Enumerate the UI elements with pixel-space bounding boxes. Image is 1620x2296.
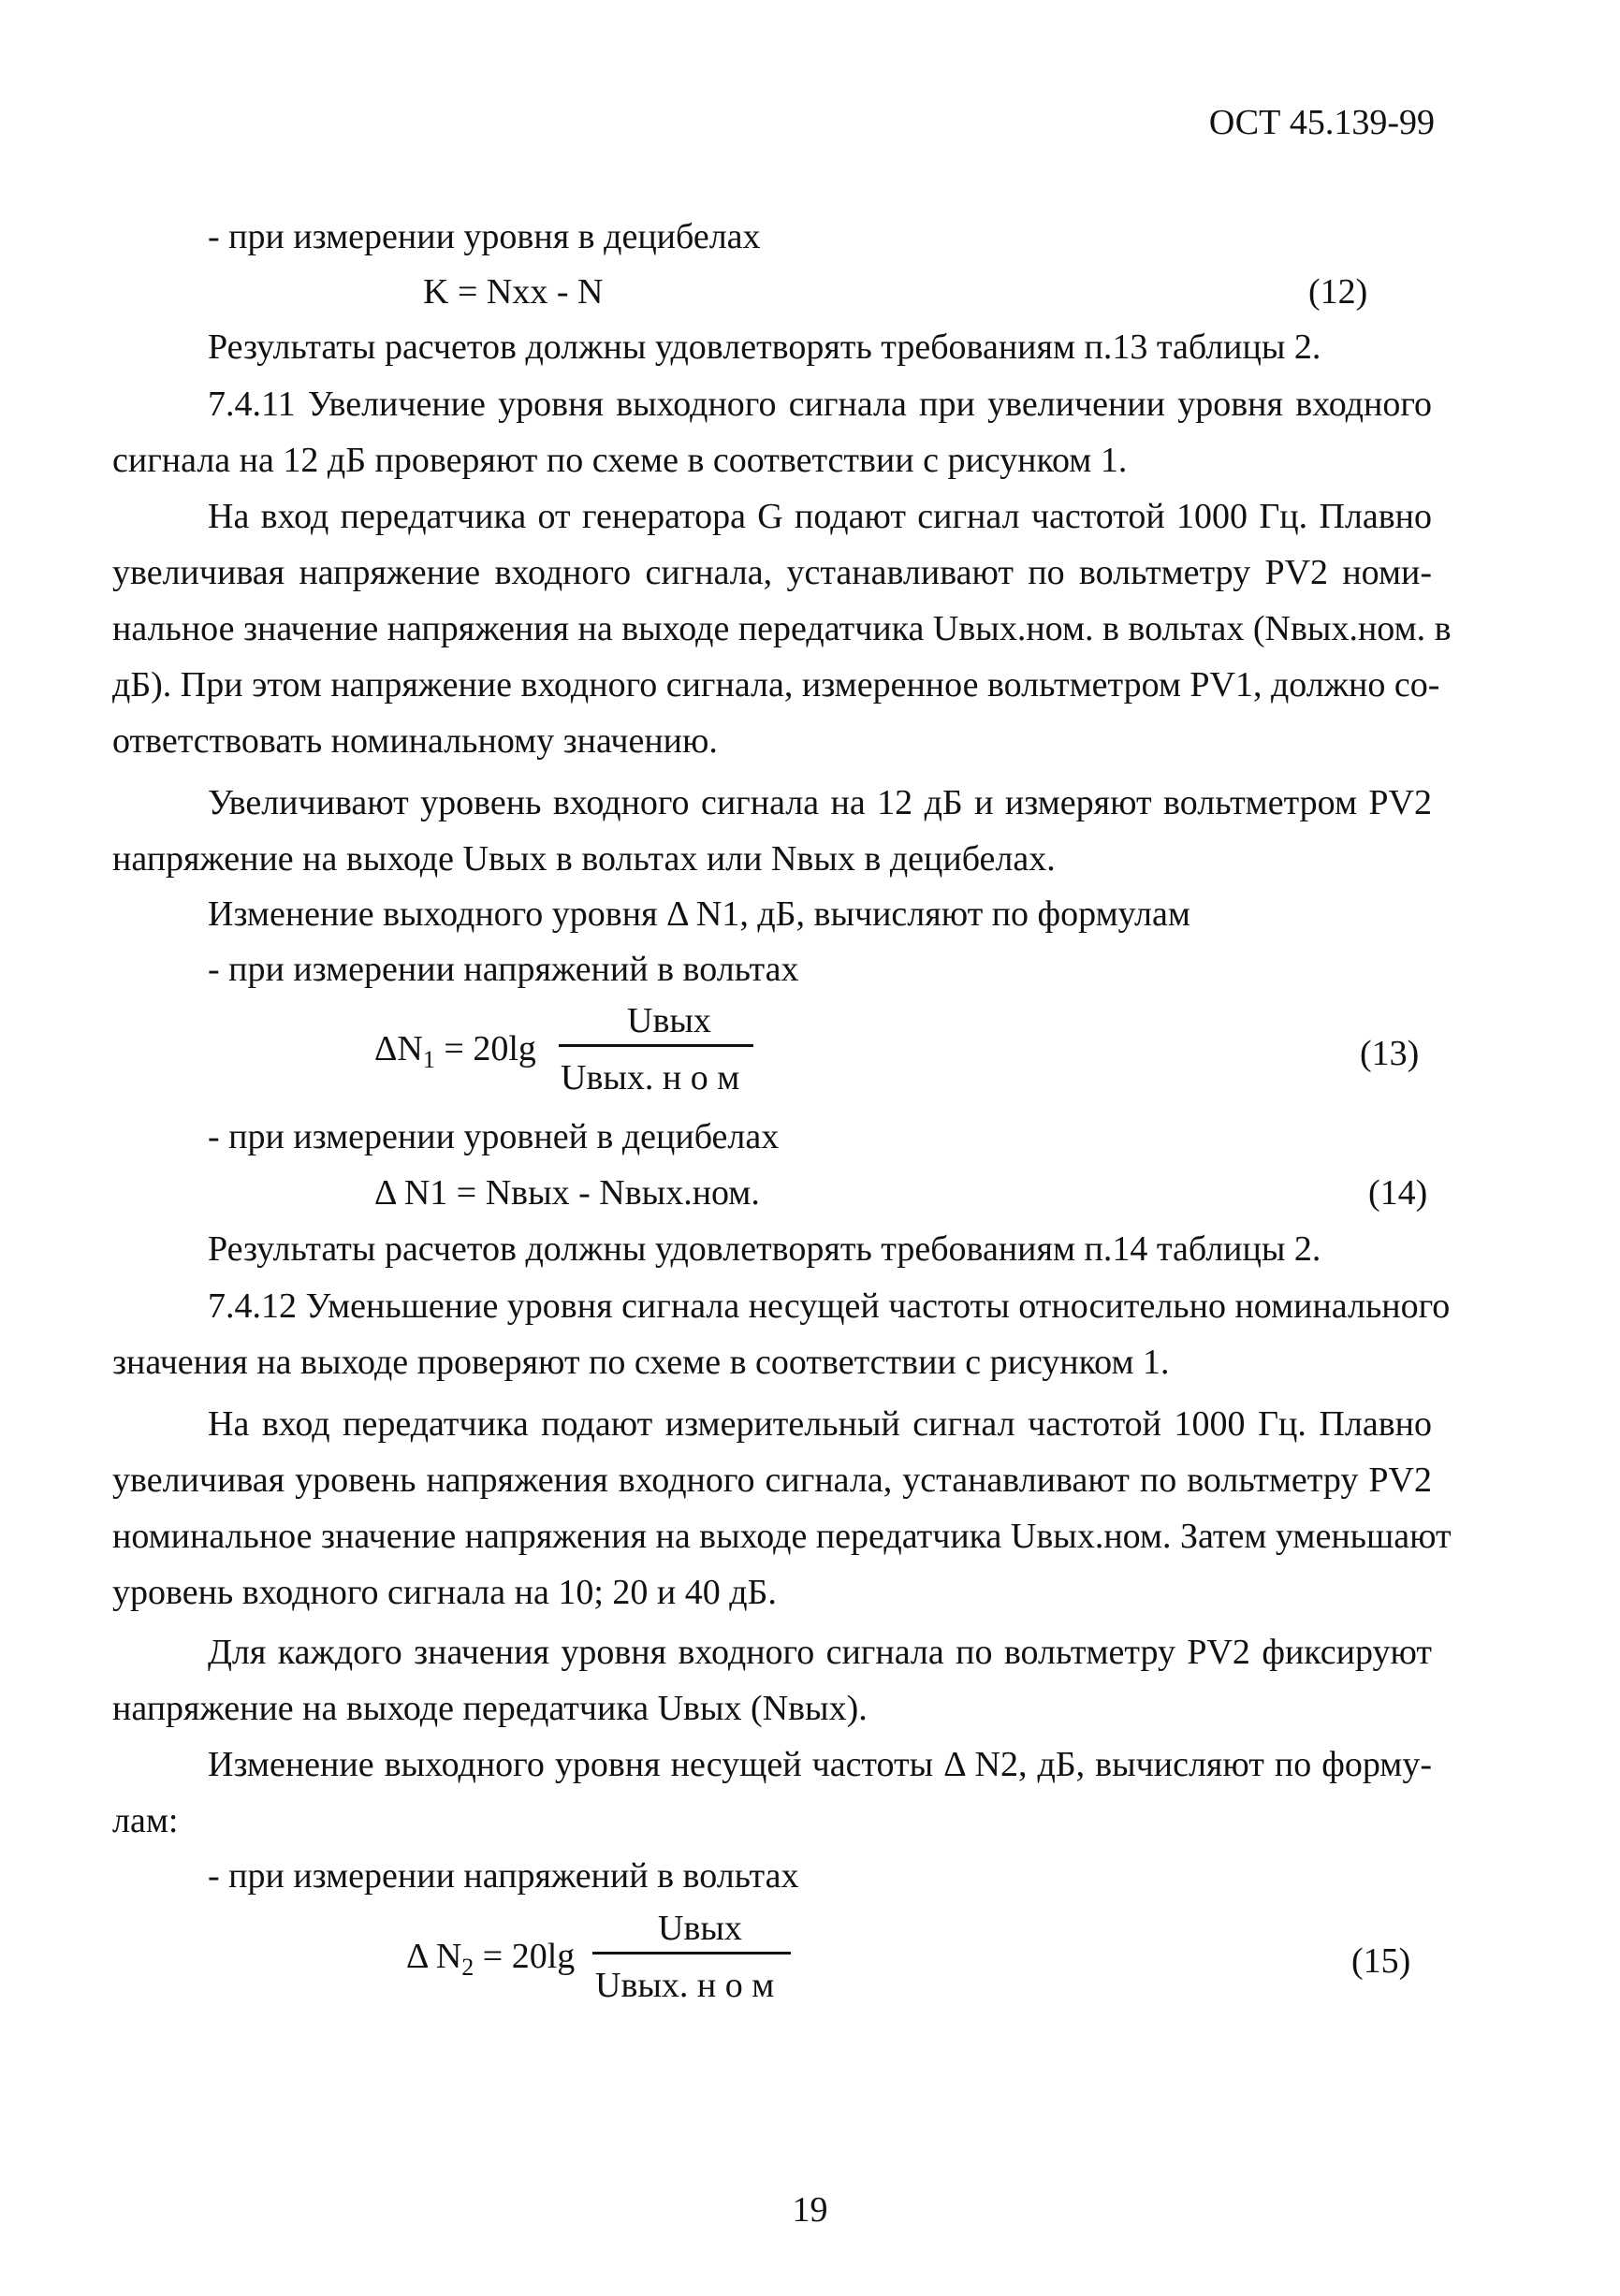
clause-7-4-11-line-1: 7.4.11 Увеличение уровня выходного сигнала при увеличении уровня входного [208,385,1432,424]
paragraph-line: напряжение на выходе передатчика Uвых (Nвых). [112,1689,868,1728]
paragraph-line: уровень входного сигнала на 10; 20 и 40 дБ. [112,1573,777,1612]
paragraph-line: Изменение выходного уровня несущей частоты Δ N2, дБ, вычисляют по форму- [208,1745,1432,1784]
equation-15-numerator: Uвых [658,1909,742,1948]
paragraph-line: Увеличивают уровень входного сигнала на 12 дБ и измеряют вольтметром PV2 [208,783,1432,822]
clause-7-4-12-line-1: 7.4.12 Уменьшение уровня сигнала несущей частоты относительно номинального [208,1286,1451,1326]
paragraph-line: нальное значение напряжения на выходе передатчика Uвых.ном. в вольтах (Nвых.ном. в [112,609,1452,648]
equation-15-denominator: Uвых. н о м [595,1966,775,2005]
text-line: Изменение выходного уровня Δ N1, дБ, вычисляют по формулам [208,894,1190,934]
clause-7-4-11-line-2: сигнала на 12 дБ проверяют по схеме в соответствии с рисунком 1. [112,441,1128,480]
equation-12: K = Nxx - N [423,272,604,312]
paragraph-line: ответствовать номинальному значению. [112,721,718,761]
equation-13-lhs: $\Delta N_1 = 20\lg$ [374,1029,536,1073]
equation-13-denominator: Uвых. н о м [561,1058,740,1097]
text-line: Результаты расчетов должны удовлетворять требованиям п.13 таблицы 2. [208,327,1321,367]
text-line: - при измерении напряжений в вольтах [208,950,799,989]
equation-13-numerator: Uвых [627,1001,711,1040]
paragraph-line: На вход передатчика подают измерительный сигнал частотой 1000 Гц. Плавно [208,1404,1432,1444]
equation-14: Δ N1 = Nвых - Nвых.ном. [374,1173,760,1213]
text-line: Результаты расчетов должны удовлетворять требованиям п.14 таблицы 2. [208,1229,1321,1269]
document-code-header: ОСТ 45.139-99 [1208,103,1435,142]
paragraph-line: На вход передатчика от генератора G подают сигнал частотой 1000 Гц. Плавно [208,497,1432,536]
paragraph-line: номинальное значение напряжения на выходе передатчика Uвых.ном. Затем уменьшают [112,1517,1452,1556]
text-line: - при измерении уровней в децибелах [208,1117,780,1156]
paragraph-line: напряжение на выходе Uвых в вольтах или Nвых в децибелах. [112,839,1056,879]
fraction-bar [559,1044,753,1047]
equation-15-lhs: Δ $N_2 = 20\lg$ [406,1937,576,1981]
text-line: - при измерении уровня в децибелах [208,217,761,256]
paragraph-line: дБ). При этом напряжение входного сигнала, измеренное вольтметром PV1, должно со- [112,665,1440,705]
paragraph-line: Для каждого значения уровня входного сигнала по вольтметру PV2 фиксируют [208,1633,1432,1672]
paragraph-line: увеличивая уровень напряжения входного сигнала, устанавливают по вольтметру PV2 [112,1460,1432,1500]
equation-number-13: (13) [1360,1034,1420,1073]
fraction-bar [592,1952,791,1955]
equation-number-14: (14) [1368,1173,1428,1213]
paragraph-line: лам: [112,1801,179,1840]
page-number: 19 [792,2190,828,2230]
equation-number-12: (12) [1308,272,1368,312]
clause-7-4-12-line-2: значения на выходе проверяют по схеме в соответствии с рисунком 1. [112,1343,1170,1382]
equation-number-15: (15) [1351,1941,1411,1981]
text-line: - при измерении напряжений в вольтах [208,1856,799,1896]
paragraph-line: увеличивая напряжение входного сигнала, устанавливают по вольтметру PV2 номи- [112,553,1432,592]
